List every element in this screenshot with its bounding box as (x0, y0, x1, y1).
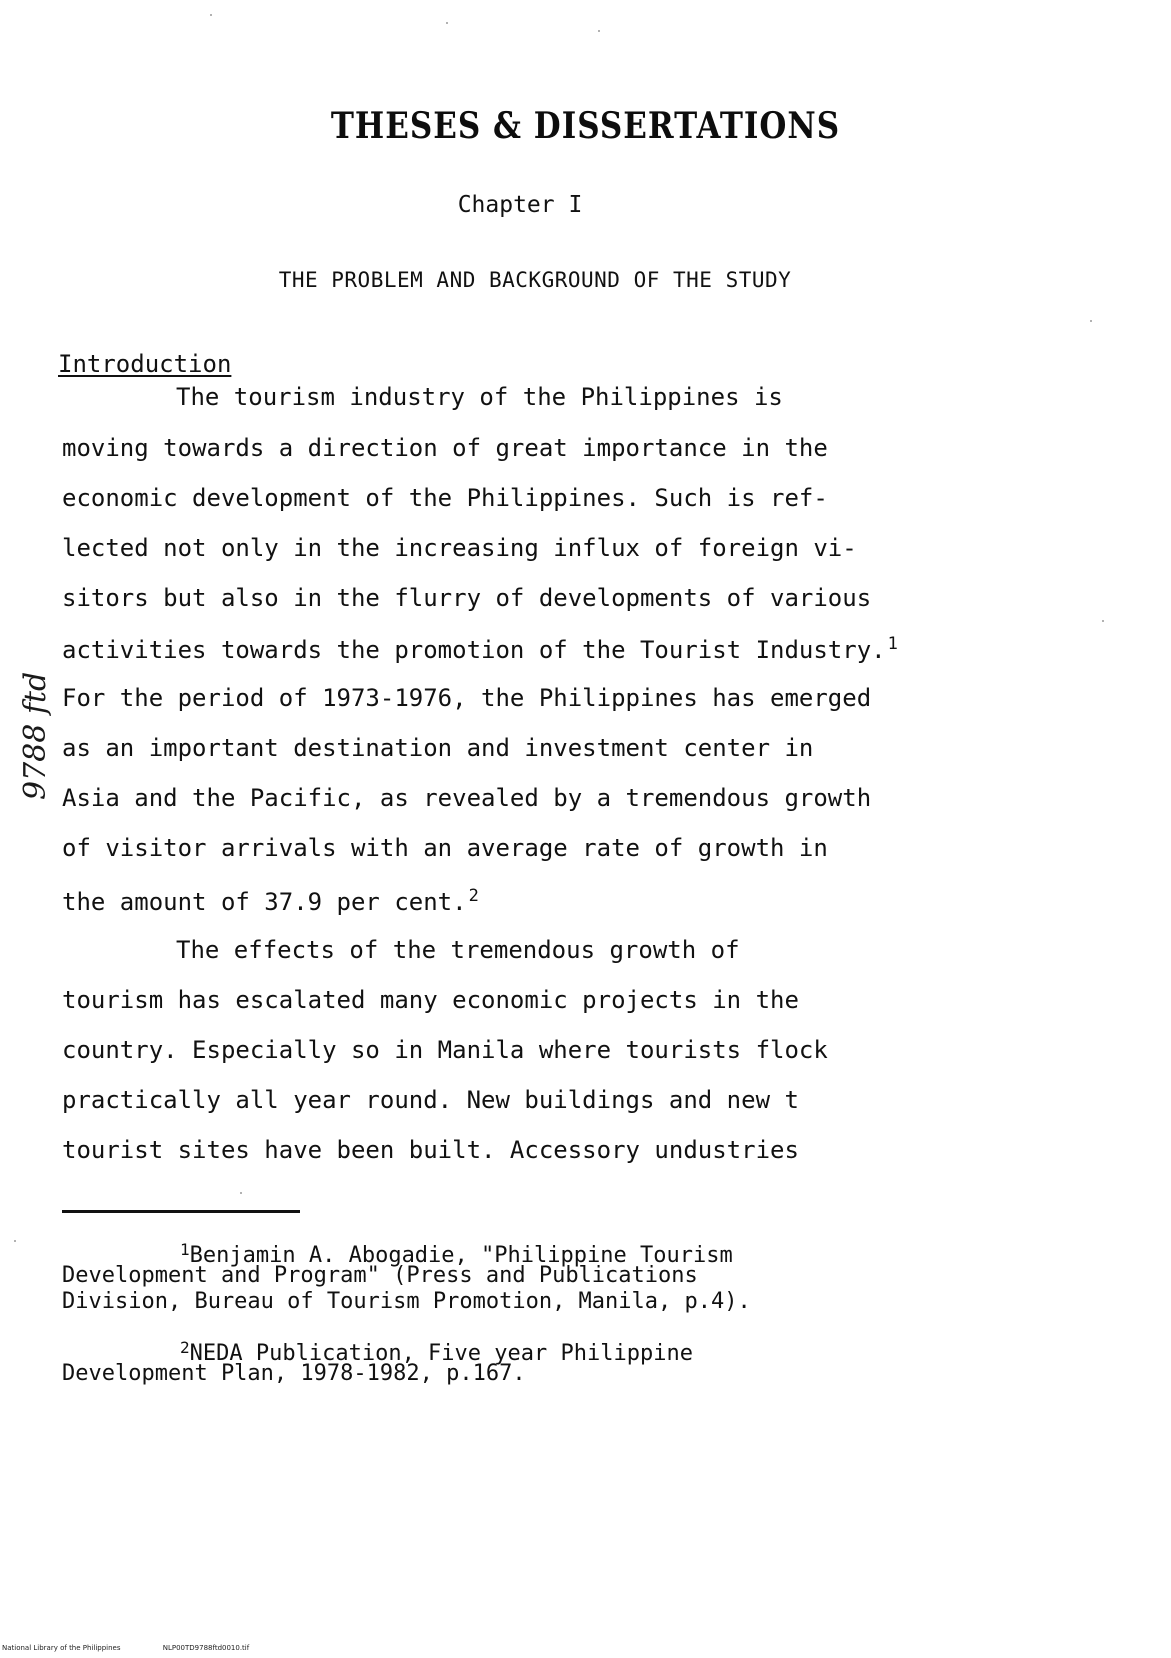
footnote-text: NEDA Publication, Five year Philippine (189, 1341, 693, 1366)
paragraph-line: sitors but also in the flurry of developments of various (62, 584, 872, 612)
scan-footer (2, 1644, 289, 1652)
paragraph-line: tourism has escalated many economic projects in the (62, 986, 799, 1014)
paragraph-line: of visitor arrivals with an average rate of growth in (62, 834, 828, 862)
paragraph-line-with-footnote (62, 634, 898, 664)
scan-speck (240, 1192, 242, 1194)
paragraph-line: lected not only in the increasing influx of foreign vi- (62, 534, 857, 562)
footnote-number: 1 (180, 1240, 190, 1259)
footnote-divider (62, 1210, 300, 1213)
paragraph-line: The effects of the tremendous growth of (176, 936, 740, 964)
footnote-line: Division, Bureau of Tourism Promotion, Manila, p.4). (62, 1289, 751, 1314)
footnote-text: Benjamin A. Abogadie, "Philippine Tourism (189, 1243, 733, 1268)
paragraph-text: the amount of 37.9 per cent. (62, 888, 467, 916)
paragraph-line: Asia and the Pacific, as revealed by a tremendous growth (62, 784, 872, 812)
paragraph-line: moving towards a direction of great importance in the (62, 434, 828, 462)
scan-speck (446, 22, 448, 24)
handwritten-margin-note: 9788 ftd (18, 671, 53, 800)
footnote-line: Development Plan, 1978-1982, p.167. (62, 1361, 526, 1386)
paragraph-line: country. Especially so in Manila where tourists flock (62, 1036, 828, 1064)
scan-speck (210, 14, 212, 16)
paragraph-line: economic development of the Philippines. Such is ref- (62, 484, 828, 512)
theses-dissertations-stamp: THESES & DISSERTATIONS (330, 104, 841, 148)
section-title: Introduction (58, 350, 232, 378)
paragraph-line: The tourism industry of the Philippines is (176, 383, 783, 411)
paragraph-line: practically all year round. New buildings and new t (62, 1086, 799, 1114)
footnote-reference: 1 (887, 634, 898, 654)
paragraph-line-with-footnote (62, 886, 479, 916)
footnote-line: Development and Program" (Press and Publications (62, 1263, 698, 1288)
footnote-reference: 2 (468, 886, 479, 906)
scan-speck (1090, 320, 1092, 322)
paragraph-line: For the period of 1973-1976, the Philippines has emerged (62, 684, 872, 712)
footnote-number: 2 (180, 1338, 190, 1357)
scan-speck (598, 30, 600, 32)
chapter-heading: THE PROBLEM AND BACKGROUND OF THE STUDY (278, 268, 792, 292)
paragraph-line: as an important destination and investment center in (62, 734, 814, 762)
footer-file: NLP00TD9788ftd0010.tif (162, 1644, 250, 1652)
paragraph-line: tourist sites have been built. Accessory undustries (62, 1136, 799, 1164)
paragraph-text: activities towards the promotion of the Tourist Industry. (62, 636, 886, 664)
scan-speck (14, 1240, 16, 1242)
scan-speck (1102, 620, 1104, 622)
footer-library: National Library of the Philippines (2, 1644, 121, 1652)
chapter-label: Chapter I (457, 192, 583, 218)
